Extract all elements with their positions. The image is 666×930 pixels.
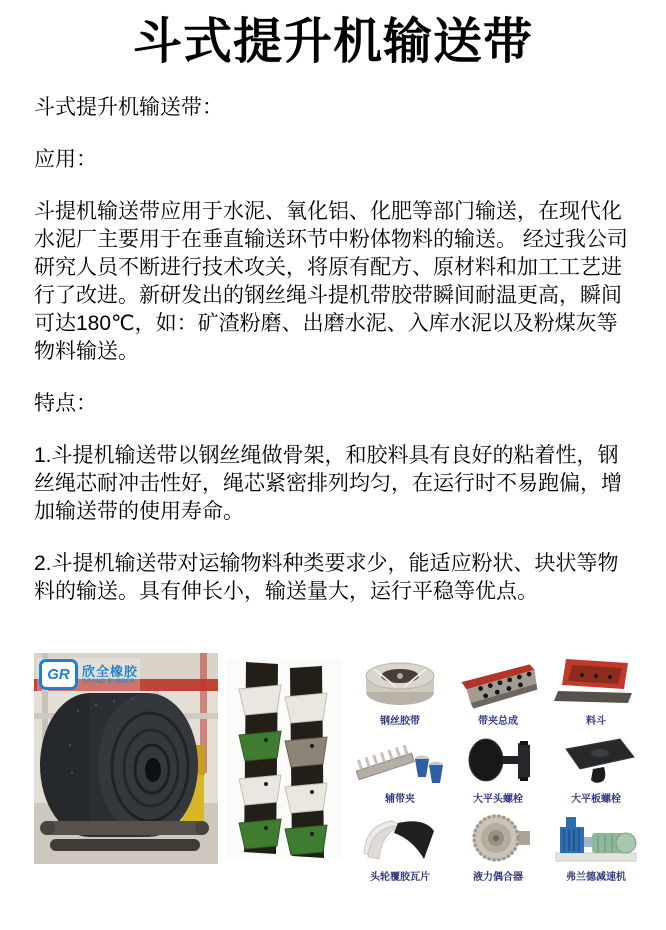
product-label: 弗兰德减速机 [566,872,626,883]
product-label: 大平头螺栓 [473,794,523,805]
bucket-display-image [226,658,342,860]
accessory-grid [342,655,644,883]
gr-monogram-icon: GR [39,659,78,690]
product-hopper [548,655,644,727]
fluid-coupling-image [450,811,546,865]
product-steel-wire-belt [352,655,448,727]
feature-paragraph-2: 2.斗提机输送带对运输物料种类要求少，能适应粉状、块状等物料的输送。具有伸长小，输送量大，运行平稳等优点。 [34,552,619,604]
product-photo-gallery [34,653,634,883]
product-flat-head-bolt [450,733,546,805]
logo-name-en: GRAND RUBBER [82,678,136,685]
product-aux-belt-clamp [352,733,448,805]
product-label: 料斗 [586,716,606,727]
product-rubber-lagging-tile [352,811,448,883]
application-paragraph: 斗提机输送带应用于水泥、氧化铝、化肥等部门输送，在现代化水泥厂主要用于在垂直输送环节中粉体物料的输送。 经过我公司研究人员不断进行技术攻关，将原有配方、原材料和加工工艺进行了改进。新研发出的钢丝绳斗提机带胶带瞬间耐温更高，瞬间可达180℃，如：矿渣粉磨、出磨水泥、入库水泥以及粉煤灰等物料输送。 [34,200,628,364]
intro-line: 斗式提升机输送带： [34,96,223,120]
product-fluid-coupling [450,811,546,883]
flender-reducer-image [548,811,644,865]
grand-rubber-logo [37,658,140,691]
flat-plate-bolt-image [548,733,644,787]
feature-paragraph-1: 1.斗提机输送带以钢丝绳做骨架，和胶料具有良好的粘着性，钢丝绳芯耐冲击性好，绳芯紧密排列均匀，在运行时不易跑偏，增加输送带的使用寿命。 [34,444,622,524]
bucket-display-photo [226,658,342,860]
product-label: 大平板螺栓 [571,794,621,805]
page-title: 斗式提升机输送带 [132,15,533,69]
steel-wire-belt-image [352,655,448,709]
product-label: 钢丝胶带 [380,716,420,727]
product-flat-plate-bolt [548,733,644,805]
product-label: 带夹总成 [478,716,518,727]
logo-name-cn: 欣全橡胶 [82,663,139,679]
flat-head-bolt-image [450,733,546,787]
product-label: 头轮覆胶瓦片 [370,872,430,883]
rubber-lagging-tile-image [352,811,448,865]
product-label: 液力偶合器 [473,872,523,883]
belt-clamp-assembly-image [450,655,546,709]
hopper-image [548,655,644,709]
product-label: 辅带夹 [385,794,415,805]
product-flender-reducer [548,811,644,883]
application-heading: 应用： [34,148,97,172]
features-heading: 特点： [34,392,97,416]
aux-belt-clamp-image [352,733,448,787]
factory-belt-roll-photo [34,653,218,864]
description-text [0,94,666,606]
product-belt-clamp-assembly [450,655,546,727]
